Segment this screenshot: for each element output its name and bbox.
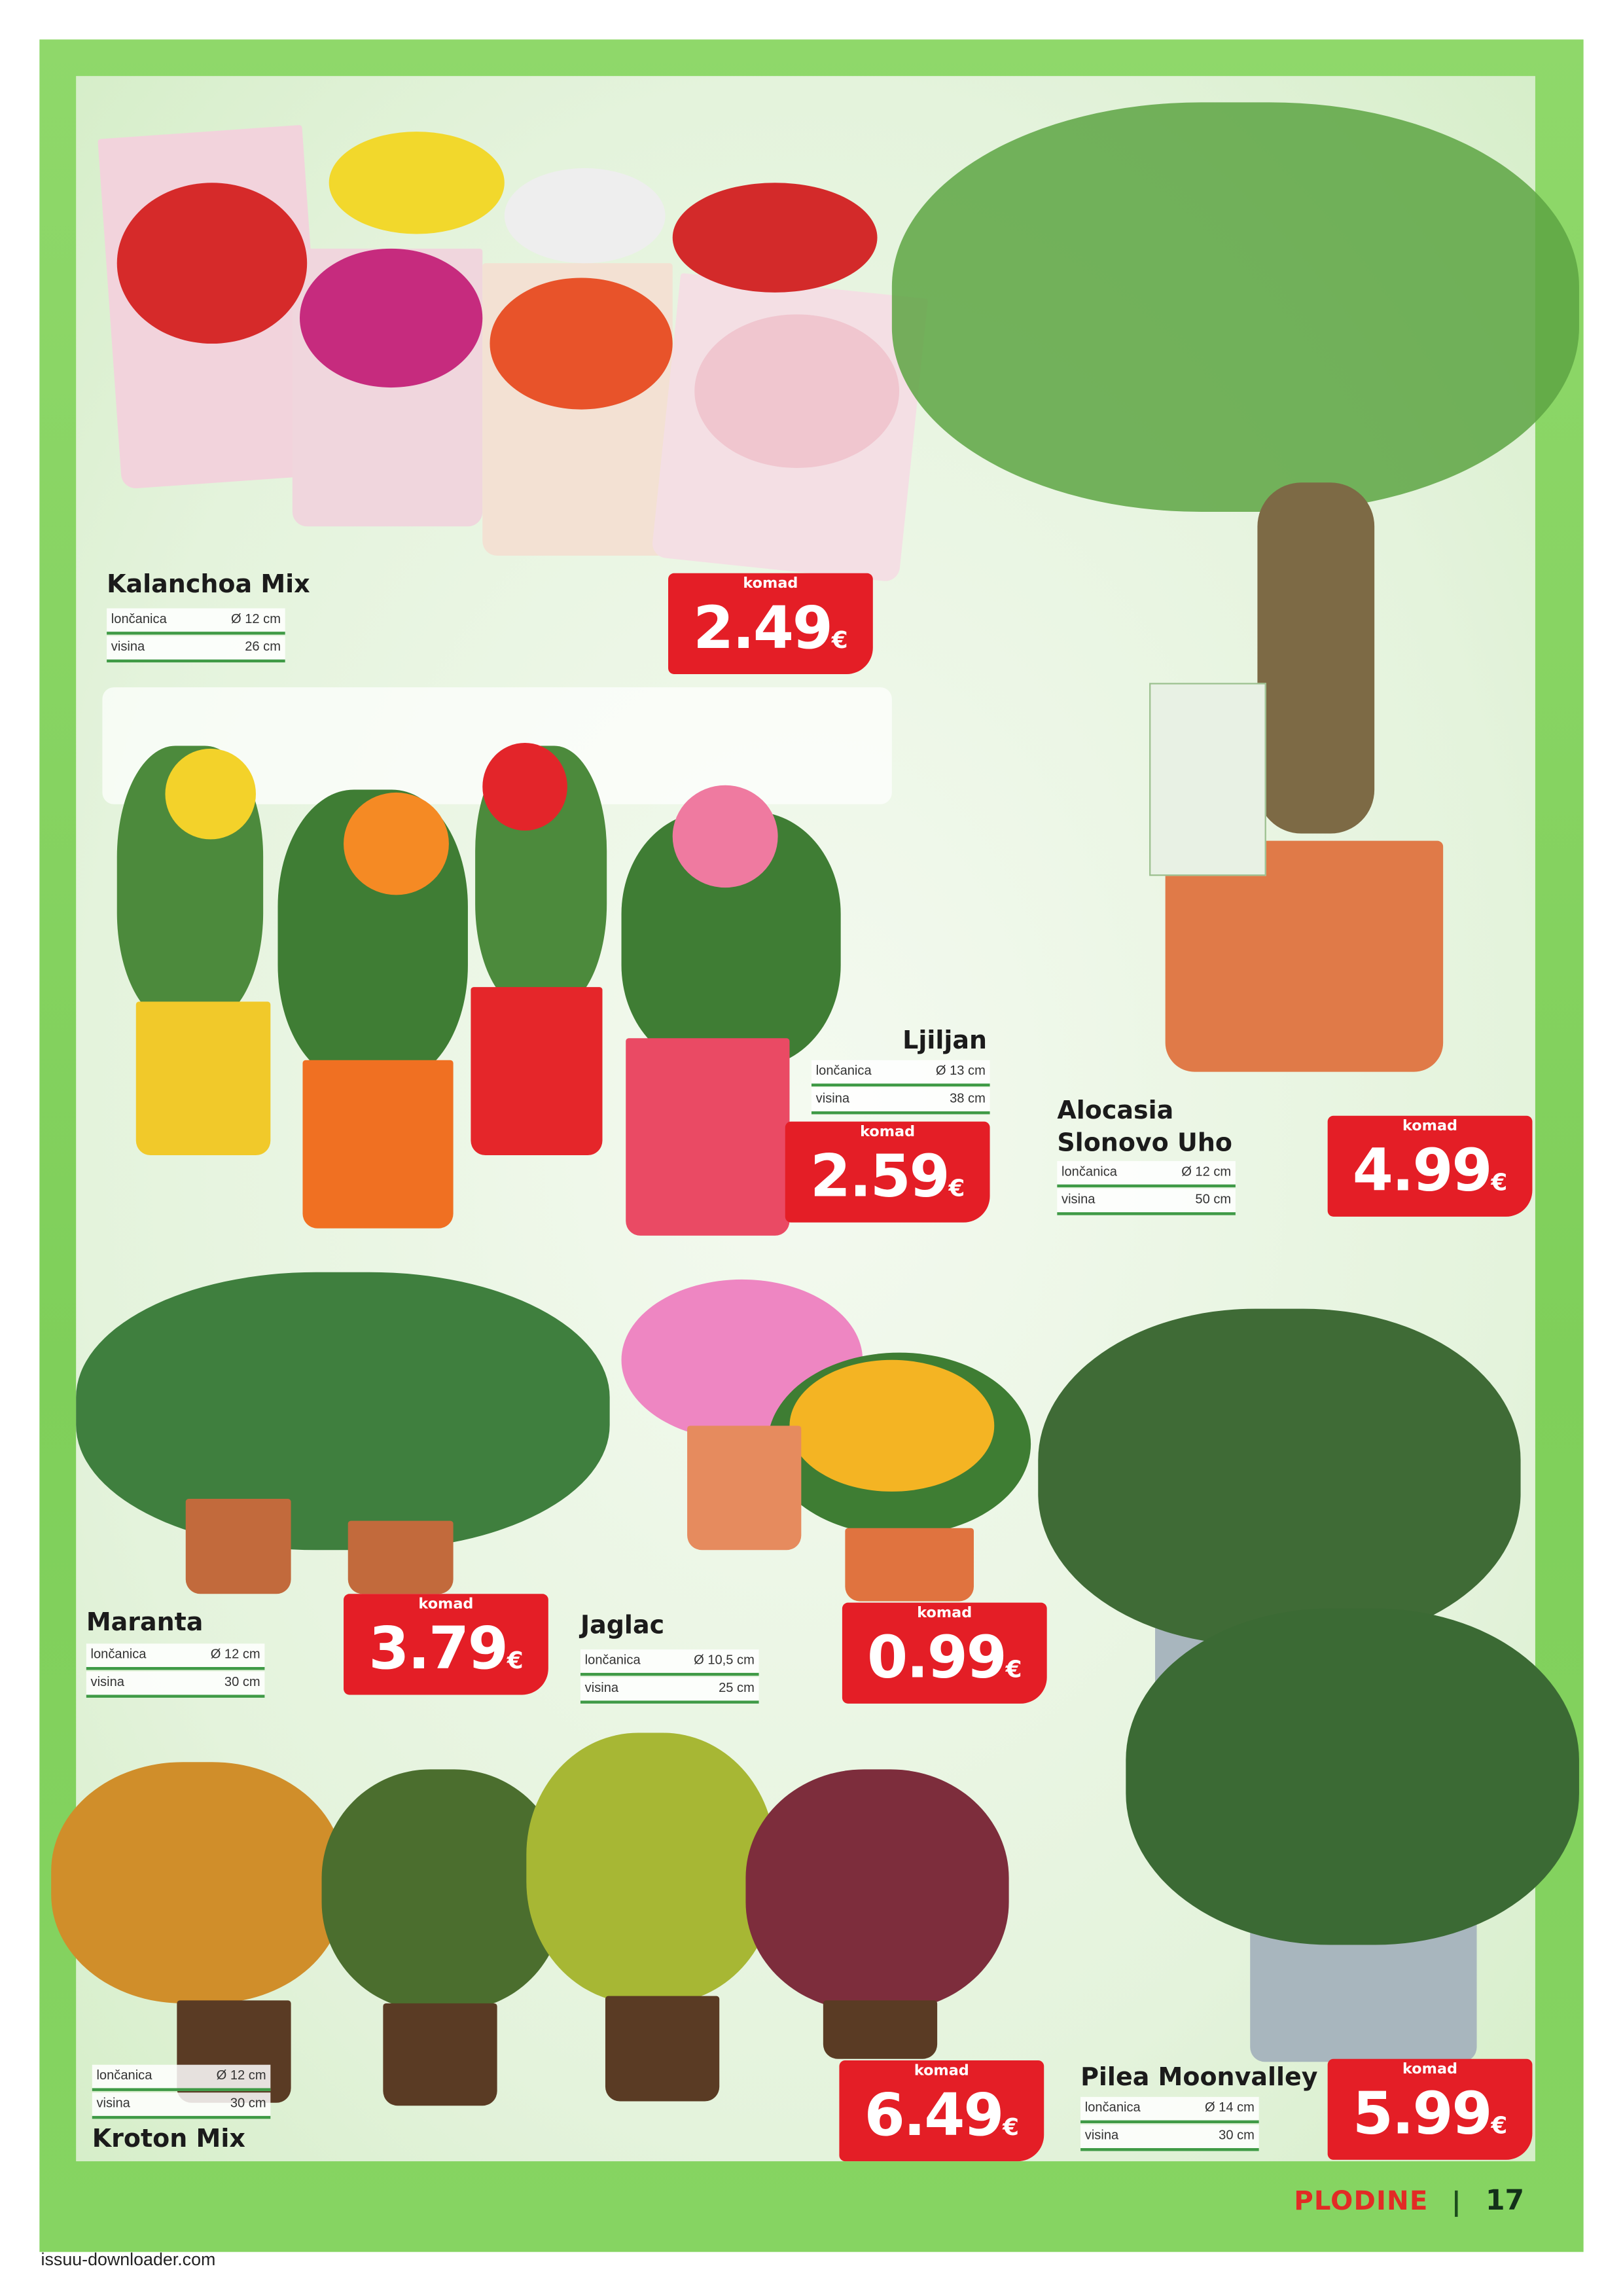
currency-symbol: € — [1003, 2113, 1020, 2141]
spec-value: 30 cm — [224, 1674, 260, 1689]
spec-table — [580, 1649, 759, 1705]
price-unit: komad — [1402, 2062, 1458, 2078]
currency-symbol: € — [1005, 1655, 1022, 1683]
price-tag — [842, 1603, 1047, 1704]
spec-label: visina — [90, 1674, 124, 1689]
price-tag — [839, 2060, 1044, 2161]
spec-label: visina — [111, 639, 145, 654]
spec-row — [812, 1088, 990, 1114]
spec-row — [580, 1649, 759, 1676]
spec-value: 50 cm — [1195, 1191, 1232, 1207]
spec-value: 25 cm — [719, 1680, 755, 1695]
price-unit: komad — [418, 1596, 474, 1613]
spec-label: lončanica — [90, 1646, 147, 1662]
product-name: Jaglac — [580, 1611, 665, 1641]
spec-label: lončanica — [1084, 2100, 1141, 2115]
spec-row — [1057, 1189, 1236, 1215]
product-name-line1: Alocasia — [1057, 1096, 1174, 1126]
watermark: issuu-downloader.com — [41, 2249, 216, 2270]
spec-value: Ø 13 cm — [935, 1063, 986, 1078]
product-name: Pilea Moonvalley — [1080, 2063, 1318, 2093]
spec-row — [92, 2065, 271, 2091]
page-number: 17 — [1485, 2184, 1525, 2217]
price-unit: komad — [914, 2063, 969, 2080]
price-value: 3.79 — [368, 1615, 507, 1683]
spec-value: Ø 14 cm — [1204, 2100, 1255, 2115]
spec-label: lončanica — [815, 1063, 872, 1078]
product-name-line2: Slonovo Uho — [1057, 1128, 1232, 1158]
price-value: 6.49 — [864, 2082, 1003, 2150]
product-name: Maranta — [86, 1608, 204, 1638]
product-name: Kroton Mix — [92, 2125, 245, 2154]
spec-row — [580, 1677, 759, 1704]
price-unit: komad — [743, 576, 798, 592]
spec-label: lončanica — [584, 1652, 641, 1667]
spec-value: Ø 10,5 cm — [694, 1652, 755, 1667]
spec-label: visina — [1061, 1191, 1096, 1207]
currency-symbol: € — [507, 1646, 524, 1675]
currency-symbol: € — [1491, 2111, 1508, 2140]
spec-label: visina — [96, 2095, 130, 2110]
spec-row — [86, 1672, 265, 1698]
spec-table — [812, 1060, 990, 1116]
price-value: 2.59 — [810, 1143, 949, 1211]
price-value: 4.99 — [1352, 1138, 1491, 1205]
spec-row — [92, 2092, 271, 2119]
spec-label: lončanica — [96, 2068, 152, 2083]
spec-label: lončanica — [1061, 1164, 1117, 1179]
divider — [1455, 2191, 1457, 2217]
spec-row — [1080, 2097, 1259, 2123]
spec-label: visina — [584, 1680, 619, 1695]
spec-label: visina — [815, 1090, 850, 1106]
spec-value: 30 cm — [1219, 2127, 1255, 2143]
spec-table — [86, 1643, 265, 1699]
brand-logo: PLODINE — [1294, 2186, 1429, 2217]
spec-value: Ø 12 cm — [216, 2068, 266, 2083]
price-unit: komad — [917, 1605, 972, 1622]
spec-row — [107, 636, 285, 662]
product-name: Ljiljan — [902, 1026, 988, 1056]
spec-value: Ø 12 cm — [230, 611, 281, 626]
spec-table — [1057, 1161, 1236, 1217]
product-name — [1057, 1095, 1232, 1159]
price-value: 5.99 — [1352, 2081, 1491, 2149]
spec-row — [86, 1643, 265, 1670]
price-tag — [1328, 2059, 1533, 2160]
price-value: 2.49 — [693, 595, 832, 663]
product-name: Kalanchoa Mix — [107, 570, 310, 600]
price-value: 0.99 — [867, 1624, 1006, 1692]
price-tag — [344, 1594, 548, 1695]
spec-label: lončanica — [111, 611, 167, 626]
spec-table — [1080, 2097, 1259, 2153]
price-tag — [668, 573, 873, 674]
price-unit: komad — [1402, 1119, 1458, 1135]
spec-table — [107, 608, 285, 664]
spec-table — [92, 2065, 271, 2121]
currency-symbol: € — [948, 1174, 965, 1202]
spec-value: Ø 12 cm — [1181, 1164, 1232, 1179]
spec-label: visina — [1084, 2127, 1119, 2143]
spec-value: 30 cm — [230, 2095, 266, 2110]
currency-symbol: € — [831, 626, 848, 654]
spec-value: 26 cm — [245, 639, 281, 654]
spec-row — [107, 608, 285, 634]
spec-row — [1057, 1161, 1236, 1187]
price-tag — [1328, 1116, 1533, 1217]
spec-value: 38 cm — [950, 1090, 986, 1106]
price-tag — [785, 1122, 990, 1223]
spec-row — [1080, 2125, 1259, 2151]
spec-value: Ø 12 cm — [210, 1646, 260, 1662]
price-unit: komad — [860, 1124, 916, 1141]
currency-symbol: € — [1491, 1168, 1508, 1196]
spec-row — [812, 1060, 990, 1086]
